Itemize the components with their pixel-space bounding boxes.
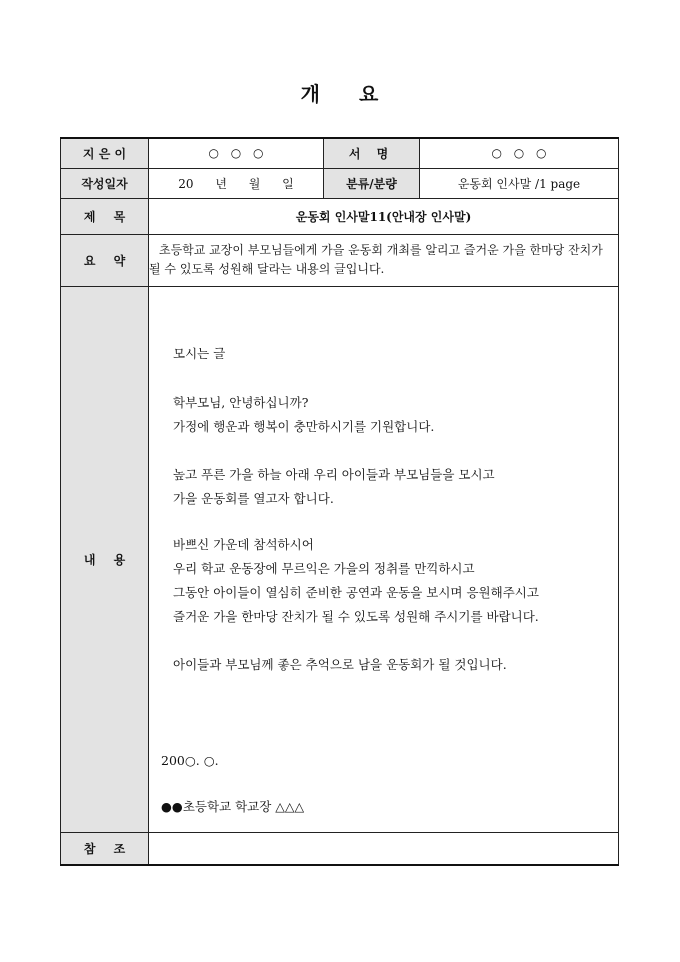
subject-row <box>61 198 619 234</box>
letter-line: 그동안 아이들이 열심히 준비한 공연과 운동을 보시며 응원해주시고 <box>173 584 539 600</box>
reference-row <box>61 832 619 865</box>
date-row <box>61 168 619 198</box>
author-row <box>61 138 619 168</box>
reference-label: 참 조 <box>61 832 149 865</box>
letter-line: 가을 운동회를 열고자 합니다. <box>173 490 334 506</box>
subject-value: 운동회 인사말11(안내장 인사말) <box>149 198 619 234</box>
letter-signature: ●●초등학교 학교장 △△△ <box>161 798 305 814</box>
signature-value: ○ ○ ○ <box>420 138 619 168</box>
page-title-right: 요 <box>359 82 380 106</box>
date-value: 20 년 월 일 <box>149 168 324 198</box>
author-label: 지 은 이 <box>61 138 149 168</box>
author-value: ○ ○ ○ <box>149 138 324 168</box>
content-row <box>61 286 619 832</box>
letter-line: 바쁘신 가운데 참석하시어 <box>173 536 314 552</box>
letter-heading: 모시는 글 <box>173 345 226 361</box>
summary-label: 요 약 <box>61 234 149 286</box>
reference-value <box>149 832 619 865</box>
letter-line: 즐거운 가을 한마당 잔치가 될 수 있도록 성원해 주시기를 바랍니다. <box>173 608 539 624</box>
content-body <box>149 287 618 832</box>
summary-row <box>61 234 619 286</box>
letter-line: 학부모님, 안녕하십니까? <box>173 394 309 410</box>
summary-value <box>149 234 619 286</box>
category-label: 분류/분량 <box>324 168 420 198</box>
category-value: 운동회 인사말 /1 page <box>420 168 619 198</box>
date-label: 작성일자 <box>61 168 149 198</box>
letter-line: 높고 푸른 가을 하늘 아래 우리 아이들과 부모님들을 모시고 <box>173 466 495 482</box>
summary-text: 초등학교 교장이 부모님들에게 가을 운동회 개최를 알리고 즐거운 가을 한마당 잔치가 될 수 있도록 성원해 달라는 내용의 글입니다. <box>149 243 603 276</box>
content-cell <box>149 286 619 832</box>
letter-line: 우리 학교 운동장에 무르익은 가을의 정취를 만끽하시고 <box>173 560 475 576</box>
letter-date: 200○. ○. <box>161 752 219 768</box>
subject-label: 제 목 <box>61 198 149 234</box>
page-title-left: 개 <box>300 82 321 106</box>
document-table <box>60 137 619 866</box>
letter-line: 아이들과 부모님께 좋은 추억으로 남을 운동회가 될 것입니다. <box>173 656 507 672</box>
signature-label: 서 명 <box>324 138 420 168</box>
content-label: 내 용 <box>61 286 149 832</box>
letter-line: 가정에 행운과 행복이 충만하시기를 기원합니다. <box>173 418 435 434</box>
page-title <box>0 78 680 107</box>
